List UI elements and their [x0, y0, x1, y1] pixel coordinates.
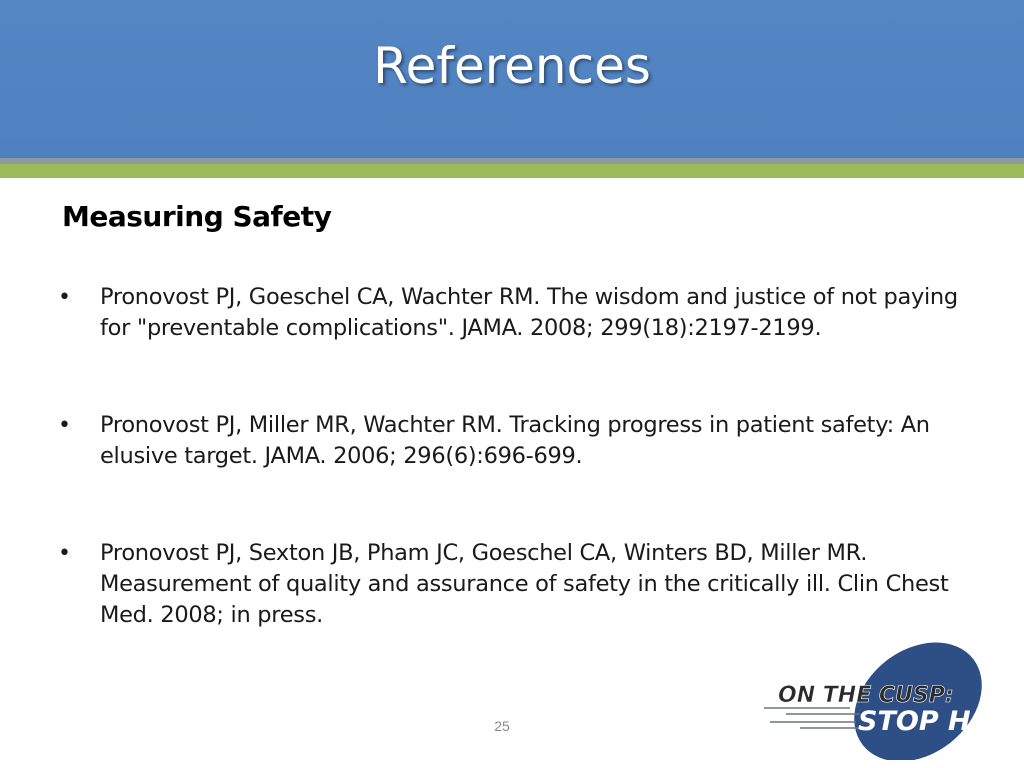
reference-list: [58, 282, 958, 697]
section-heading: Measuring Safety: [62, 200, 332, 233]
reference-text: Pronovost PJ, Goeschel CA, Wachter RM. The wisdom and justice of not paying for "preventable complications". JAMA. 2008; 299(18):2197-2199.: [100, 284, 958, 341]
banner-divider-green: [0, 164, 1024, 178]
bullet-icon: •: [58, 541, 71, 566]
reference-item: [58, 410, 958, 472]
logo-line2: STOP HAI: [858, 706, 1002, 737]
page-number: 25: [494, 718, 510, 734]
cusp-logo: [760, 642, 1010, 760]
reference-item: [58, 538, 958, 631]
bullet-icon: •: [58, 413, 71, 438]
reference-text: Pronovost PJ, Miller MR, Wachter RM. Tracking progress in patient safety: An elusive target. JAMA. 2006; 296(6):696-699.: [100, 412, 930, 469]
reference-item: [58, 282, 958, 344]
title-banner: [0, 0, 1024, 158]
slide-title: References: [373, 37, 651, 95]
logo-line1: ON THE CUSP:: [778, 683, 954, 708]
bullet-icon: •: [58, 285, 71, 310]
reference-text: Pronovost PJ, Sexton JB, Pham JC, Goeschel CA, Winters BD, Miller MR. Measurement of quality and assurance of safety in the critically ill. Clin Chest Med. 2008; in press.: [100, 540, 949, 628]
